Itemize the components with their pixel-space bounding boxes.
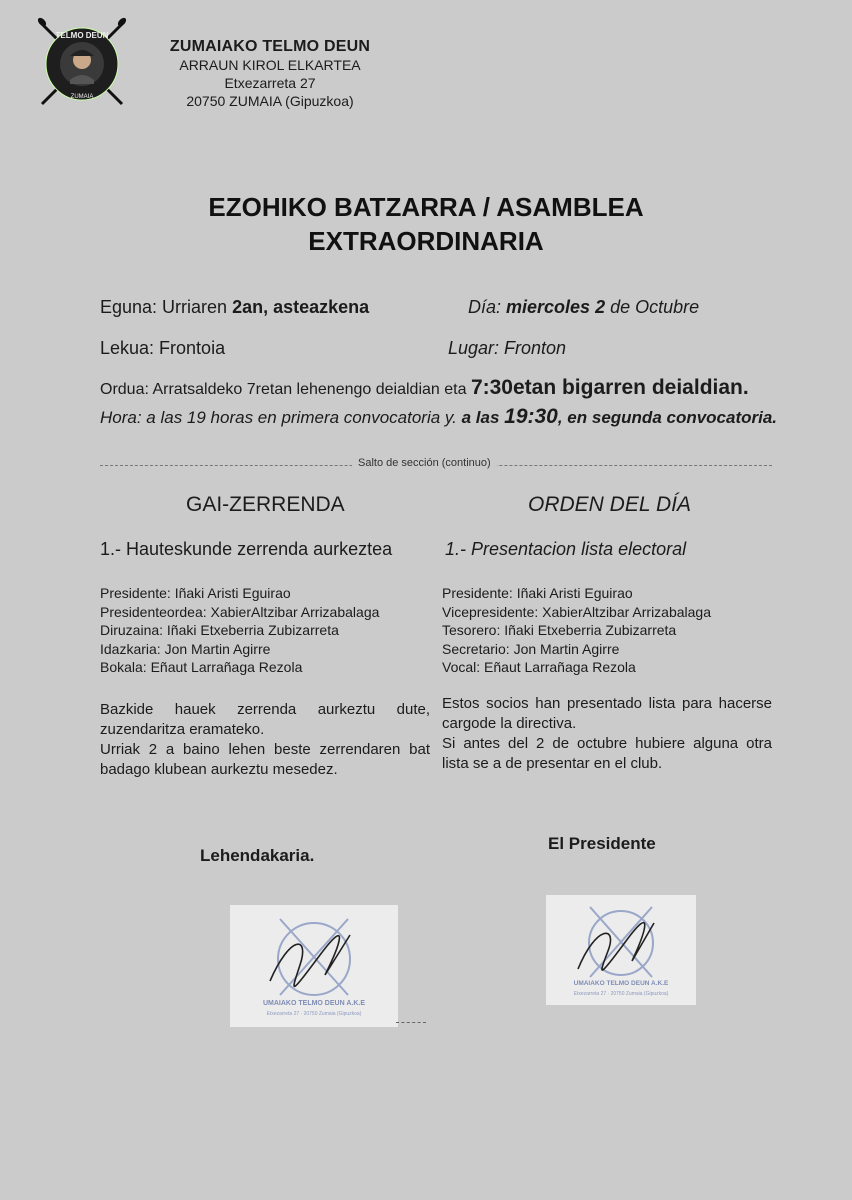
left-member: Presidente: Iñaki Aristi Eguirao bbox=[100, 585, 291, 601]
logo-text-top: TELMO DEUN bbox=[55, 31, 109, 40]
left-member: Presidenteordea: XabierAltzibar Arrizabalaga bbox=[100, 603, 380, 620]
org-city: 20750 ZUMAIA (Gipuzkoa) bbox=[186, 93, 354, 109]
hora-big: 19:30 bbox=[504, 405, 558, 428]
left-members bbox=[100, 584, 379, 677]
left-para-2: Urriak 2 a baino lehen beste zerrendaren bat badago klubean aurkeztu mesedez. bbox=[100, 741, 430, 778]
right-member: Presidente: Iñaki Aristi Eguirao bbox=[442, 585, 633, 601]
left-member: Diruzaina: Iñaki Etxeberria Zubizarreta bbox=[100, 622, 339, 638]
org-name: ZUMAIAKO TELMO DEUN bbox=[169, 38, 371, 55]
dia-value: miercoles 2 bbox=[506, 297, 606, 317]
signature-line bbox=[396, 1022, 426, 1023]
left-item: 1.- Hauteskunde zerrenda aurkeztea bbox=[100, 539, 393, 559]
eguna-label: Eguna: Urriaren bbox=[100, 297, 233, 317]
title-line-2: EXTRAORDINARIA bbox=[308, 226, 544, 256]
stamp-subtext: Etxezarreta 27 · 20750 Zumaia (Gipuzkoa) bbox=[573, 991, 669, 997]
right-heading: ORDEN DEL DÍA bbox=[528, 493, 691, 516]
hora-bold-1: a las bbox=[461, 408, 505, 427]
dia-label: Día: bbox=[468, 297, 507, 317]
left-member: Idazkaria: Jon Martin Agirre bbox=[100, 640, 271, 657]
right-para-2: Si antes del 2 de octubre hubiere alguna otra lista se a de presentar en el club. bbox=[442, 735, 772, 772]
club-logo bbox=[34, 16, 130, 108]
right-item: 1.- Presentacion lista electoral bbox=[445, 539, 687, 559]
right-para-1: Estos socios han presentado lista para hacerse cargode la directiva. bbox=[442, 695, 772, 732]
left-signature-stamp bbox=[230, 905, 398, 1027]
left-member: Bokala: Eñaut Larrañaga Rezola bbox=[100, 659, 303, 675]
org-address: Etxezarreta 27 bbox=[224, 75, 316, 91]
ordua-bold: 7:30etan bigarren deialdian. bbox=[470, 376, 749, 399]
hora-line bbox=[100, 405, 786, 430]
stamp-text: UMAIAKO TELMO DEUN A.K.E bbox=[262, 1000, 366, 1007]
eguna-value: 2an, asteazkena bbox=[232, 297, 370, 317]
left-para-1: Bazkide hauek zerrenda aurkeztu dute, zuzendaritza eramateko. bbox=[100, 701, 430, 738]
org-info bbox=[150, 38, 390, 110]
hora-bold-2: , en segunda convocatoria. bbox=[557, 408, 778, 427]
ordua-text: Ordua: Arratsaldeko 7retan lehenengo deialdian eta bbox=[100, 381, 471, 398]
ordua-line bbox=[100, 376, 749, 400]
logo-text-bottom: ZUMAIA bbox=[70, 94, 94, 100]
dia-line bbox=[468, 297, 699, 318]
section-break-label: Salto de sección (continuo) bbox=[352, 457, 497, 469]
page-title bbox=[0, 190, 852, 258]
lekua-line: Lekua: Frontoia bbox=[100, 338, 226, 358]
org-sub: ARRAUN KIROL ELKARTEA bbox=[179, 57, 361, 73]
right-signature-stamp bbox=[546, 895, 696, 1005]
right-member: Tesorero: Iñaki Etxeberria Zubizarreta bbox=[442, 622, 677, 638]
hora-text: Hora: a las 19 horas en primera convocatoria y. bbox=[100, 408, 462, 427]
stamp-subtext: Etxezarreta 27 · 20750 Zumaia (Gipuzkoa) bbox=[266, 1011, 362, 1017]
stamp-text: UMAIAKO TELMO DEUN A.K.E bbox=[573, 980, 669, 987]
dia-value-rest: de Octubre bbox=[605, 297, 700, 317]
left-signer: Lehendakaria. bbox=[200, 846, 315, 865]
right-members bbox=[442, 584, 711, 677]
right-member: Secretario: Jon Martin Agirre bbox=[442, 640, 620, 657]
title-line-1: EZOHIKO BATZARRA / ASAMBLEA bbox=[208, 192, 644, 222]
lugar-line: Lugar: Fronton bbox=[448, 338, 567, 358]
right-signer: El Presidente bbox=[548, 834, 656, 853]
right-member: Vocal: Eñaut Larrañaga Rezola bbox=[442, 659, 636, 675]
left-heading: GAI-ZERRENDA bbox=[186, 493, 345, 516]
eguna-line bbox=[100, 297, 369, 318]
right-member: Vicepresidente: XabierAltzibar Arrizabalaga bbox=[442, 603, 712, 620]
